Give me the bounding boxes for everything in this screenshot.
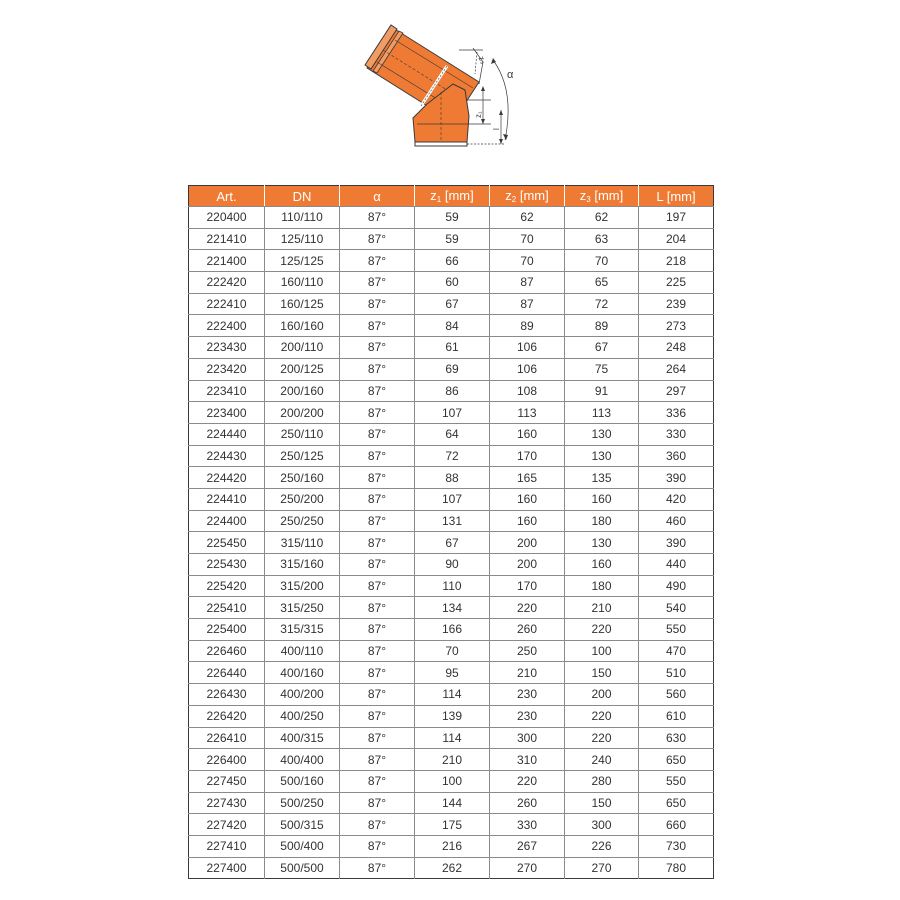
cell-dn: 250/200	[265, 488, 340, 510]
label-z1: z₁	[474, 111, 483, 118]
header-z2: $z_2$ [mm]	[490, 186, 565, 207]
cell-z2: 230	[490, 705, 565, 727]
table-row	[189, 207, 714, 229]
cell-art: 222420	[189, 272, 265, 294]
header-alpha: α	[340, 186, 415, 207]
cell-z1: 210	[415, 749, 490, 771]
cell-alpha: 87°	[340, 250, 415, 272]
cell-l: 197	[639, 207, 714, 229]
cell-dn: 400/250	[265, 705, 340, 727]
cell-art: 224410	[189, 488, 265, 510]
cell-art: 224420	[189, 467, 265, 489]
cell-z1: 144	[415, 792, 490, 814]
cell-art: 220400	[189, 207, 265, 229]
cell-z3: 91	[565, 380, 639, 402]
cell-z2: 260	[490, 619, 565, 641]
cell-alpha: 87°	[340, 554, 415, 576]
cell-l: 780	[639, 857, 714, 879]
cell-z2: 70	[490, 228, 565, 250]
cell-z3: 160	[565, 488, 639, 510]
header-art: Art.	[189, 186, 265, 207]
table-row	[189, 488, 714, 510]
cell-art: 223410	[189, 380, 265, 402]
cell-z3: 180	[565, 510, 639, 532]
cell-dn: 110/110	[265, 207, 340, 229]
cell-art: 221400	[189, 250, 265, 272]
cell-alpha: 87°	[340, 510, 415, 532]
cell-z3: 100	[565, 640, 639, 662]
cell-dn: 500/315	[265, 814, 340, 836]
cell-art: 227420	[189, 814, 265, 836]
cell-z3: 75	[565, 358, 639, 380]
table-row	[189, 423, 714, 445]
cell-z1: 110	[415, 575, 490, 597]
table-row	[189, 402, 714, 424]
pipe-fitting-diagram	[355, 20, 535, 155]
cell-z2: 200	[490, 554, 565, 576]
cell-alpha: 87°	[340, 315, 415, 337]
cell-z3: 180	[565, 575, 639, 597]
header-z3: $z_3$ [mm]	[565, 186, 639, 207]
cell-z2: 230	[490, 684, 565, 706]
header-l: L [mm]	[639, 186, 714, 207]
cell-z2: 87	[490, 293, 565, 315]
dimension-arrows	[481, 58, 508, 144]
table-row	[189, 835, 714, 857]
cell-z3: 220	[565, 619, 639, 641]
cell-z1: 175	[415, 814, 490, 836]
cell-alpha: 87°	[340, 380, 415, 402]
cell-z2: 106	[490, 358, 565, 380]
cell-z2: 210	[490, 662, 565, 684]
table-row	[189, 467, 714, 489]
cell-z3: 200	[565, 684, 639, 706]
table-row	[189, 293, 714, 315]
cell-l: 225	[639, 272, 714, 294]
table-row	[189, 337, 714, 359]
table-row	[189, 770, 714, 792]
table-row	[189, 857, 714, 879]
cell-alpha: 87°	[340, 272, 415, 294]
cell-art: 222400	[189, 315, 265, 337]
cell-z1: 60	[415, 272, 490, 294]
table-row	[189, 662, 714, 684]
cell-z2: 160	[490, 488, 565, 510]
cell-art: 225420	[189, 575, 265, 597]
cell-dn: 250/160	[265, 467, 340, 489]
cell-z2: 70	[490, 250, 565, 272]
cell-alpha: 87°	[340, 207, 415, 229]
cell-z3: 160	[565, 554, 639, 576]
cell-z1: 114	[415, 727, 490, 749]
cell-z1: 262	[415, 857, 490, 879]
cell-l: 297	[639, 380, 714, 402]
cell-alpha: 87°	[340, 488, 415, 510]
cell-l: 630	[639, 727, 714, 749]
cell-art: 223430	[189, 337, 265, 359]
cell-l: 550	[639, 619, 714, 641]
cell-l: 390	[639, 467, 714, 489]
table-row	[189, 272, 714, 294]
cell-alpha: 87°	[340, 684, 415, 706]
cell-z1: 69	[415, 358, 490, 380]
cell-z1: 88	[415, 467, 490, 489]
cell-dn: 200/125	[265, 358, 340, 380]
cell-art: 225450	[189, 532, 265, 554]
cell-z3: 220	[565, 727, 639, 749]
dimension-table	[188, 185, 714, 879]
cell-z3: 135	[565, 467, 639, 489]
cell-alpha: 87°	[340, 337, 415, 359]
cell-alpha: 87°	[340, 575, 415, 597]
cell-art: 227410	[189, 835, 265, 857]
cell-z1: 84	[415, 315, 490, 337]
table-row	[189, 228, 714, 250]
table-row	[189, 684, 714, 706]
cell-art: 224430	[189, 445, 265, 467]
cell-alpha: 87°	[340, 727, 415, 749]
fitting-drawing	[355, 20, 535, 155]
cell-z3: 130	[565, 423, 639, 445]
cell-alpha: 87°	[340, 705, 415, 727]
cell-dn: 200/160	[265, 380, 340, 402]
cell-dn: 400/110	[265, 640, 340, 662]
cell-z2: 113	[490, 402, 565, 424]
cell-l: 336	[639, 402, 714, 424]
cell-z1: 90	[415, 554, 490, 576]
cell-dn: 400/200	[265, 684, 340, 706]
cell-l: 273	[639, 315, 714, 337]
cell-l: 204	[639, 228, 714, 250]
cell-z1: 64	[415, 423, 490, 445]
cell-dn: 160/160	[265, 315, 340, 337]
cell-z2: 106	[490, 337, 565, 359]
cell-z2: 220	[490, 770, 565, 792]
table-header-row	[189, 186, 714, 207]
cell-art: 221410	[189, 228, 265, 250]
cell-dn: 400/400	[265, 749, 340, 771]
cell-alpha: 87°	[340, 857, 415, 879]
cell-l: 730	[639, 835, 714, 857]
cell-art: 223400	[189, 402, 265, 424]
label-alpha: α	[507, 69, 514, 81]
cell-l: 550	[639, 770, 714, 792]
cell-z1: 95	[415, 662, 490, 684]
cell-dn: 250/250	[265, 510, 340, 532]
table-row	[189, 445, 714, 467]
cell-l: 540	[639, 597, 714, 619]
table-row	[189, 250, 714, 272]
cell-alpha: 87°	[340, 749, 415, 771]
cell-art: 226420	[189, 705, 265, 727]
cell-l: 490	[639, 575, 714, 597]
cell-l: 218	[639, 250, 714, 272]
cell-z2: 250	[490, 640, 565, 662]
cell-alpha: 87°	[340, 228, 415, 250]
cell-l: 610	[639, 705, 714, 727]
cell-z1: 66	[415, 250, 490, 272]
cell-dn: 500/160	[265, 770, 340, 792]
cell-dn: 200/200	[265, 402, 340, 424]
cell-l: 470	[639, 640, 714, 662]
cell-z2: 267	[490, 835, 565, 857]
cell-z2: 200	[490, 532, 565, 554]
cell-z3: 240	[565, 749, 639, 771]
cell-alpha: 87°	[340, 532, 415, 554]
cell-dn: 400/315	[265, 727, 340, 749]
cell-l: 510	[639, 662, 714, 684]
cell-dn: 315/110	[265, 532, 340, 554]
cell-z2: 310	[490, 749, 565, 771]
cell-dn: 160/125	[265, 293, 340, 315]
cell-l: 239	[639, 293, 714, 315]
label-z3: z₃	[476, 54, 489, 66]
table-row	[189, 727, 714, 749]
cell-z2: 220	[490, 597, 565, 619]
cell-z1: 166	[415, 619, 490, 641]
cell-dn: 315/250	[265, 597, 340, 619]
cell-alpha: 87°	[340, 467, 415, 489]
cell-z3: 65	[565, 272, 639, 294]
cell-z1: 100	[415, 770, 490, 792]
cell-z3: 300	[565, 814, 639, 836]
cell-l: 650	[639, 792, 714, 814]
cell-z2: 260	[490, 792, 565, 814]
cell-z1: 86	[415, 380, 490, 402]
cell-art: 224440	[189, 423, 265, 445]
cell-l: 330	[639, 423, 714, 445]
cell-dn: 500/250	[265, 792, 340, 814]
cell-art: 227400	[206, 860, 247, 875]
table-row	[189, 705, 714, 727]
cell-dn: 125/110	[265, 228, 340, 250]
cell-z2: 165	[490, 467, 565, 489]
table-row	[189, 814, 714, 836]
cell-z1: 107	[415, 488, 490, 510]
cell-z1: 216	[415, 835, 490, 857]
cell-z3: 220	[565, 705, 639, 727]
cell-z3: 150	[565, 662, 639, 684]
cell-alpha: 87°	[340, 814, 415, 836]
table-row	[189, 640, 714, 662]
cell-l: 264	[639, 358, 714, 380]
table-row	[189, 575, 714, 597]
cell-z2: 108	[490, 380, 565, 402]
table-row	[189, 597, 714, 619]
cell-alpha: 87°	[340, 770, 415, 792]
cell-z2: 89	[490, 315, 565, 337]
cell-z3: 70	[565, 250, 639, 272]
cell-l: 460	[639, 510, 714, 532]
cell-z2: 160	[490, 510, 565, 532]
cell-z3: 63	[565, 228, 639, 250]
cell-z2: 270	[490, 857, 565, 879]
cell-z1: 70	[415, 640, 490, 662]
table-row	[189, 749, 714, 771]
cell-alpha: 87°	[340, 402, 415, 424]
cell-dn: 500/400	[265, 835, 340, 857]
cell-z3: 270	[565, 857, 639, 879]
cell-z1: 107	[415, 402, 490, 424]
header-dn: DN	[265, 186, 340, 207]
cell-dn: 160/110	[265, 272, 340, 294]
cell-dn: 200/110	[265, 337, 340, 359]
cell-z2: 62	[490, 207, 565, 229]
cell-z3: 130	[565, 445, 639, 467]
cell-alpha: 87°	[340, 293, 415, 315]
cell-z2: 300	[490, 727, 565, 749]
cell-z3: 150	[565, 792, 639, 814]
cell-z1: 134	[415, 597, 490, 619]
cell-z1: 72	[415, 445, 490, 467]
cell-z1: 139	[415, 705, 490, 727]
cell-z3: 210	[565, 597, 639, 619]
cell-z1: 67	[415, 293, 490, 315]
cell-z1: 114	[415, 684, 490, 706]
cell-z3: 113	[565, 402, 639, 424]
cell-art: 226440	[189, 662, 265, 684]
cell-z2: 87	[490, 272, 565, 294]
label-l: l	[492, 128, 501, 130]
cell-dn: 250/125	[265, 445, 340, 467]
cell-z2: 330	[490, 814, 565, 836]
table-row	[189, 619, 714, 641]
cell-z1: 59	[415, 207, 490, 229]
cell-l: 360	[639, 445, 714, 467]
cell-l: 420	[639, 488, 714, 510]
cell-art: 225400	[189, 619, 265, 641]
cell-art: 225430	[189, 554, 265, 576]
table-row	[189, 792, 714, 814]
cell-alpha: 87°	[340, 358, 415, 380]
table-body	[189, 207, 714, 879]
cell-alpha: 87°	[340, 597, 415, 619]
cell-art: 223420	[189, 358, 265, 380]
cell-dn: 315/160	[265, 554, 340, 576]
cell-z3: 280	[565, 770, 639, 792]
cell-z2: 160	[490, 423, 565, 445]
cell-art: 224400	[189, 510, 265, 532]
cell-dn: 315/315	[265, 619, 340, 641]
cell-alpha: 87°	[340, 662, 415, 684]
cell-alpha: 87°	[340, 445, 415, 467]
cell-l: 440	[639, 554, 714, 576]
cell-z3: 67	[565, 337, 639, 359]
cell-l: 660	[639, 814, 714, 836]
cell-art: 226410	[189, 727, 265, 749]
cell-art: 226430	[189, 684, 265, 706]
cell-dn: 125/125	[265, 250, 340, 272]
cell-z1: 61	[415, 337, 490, 359]
cell-z3: 62	[565, 207, 639, 229]
cell-l: 650	[639, 749, 714, 771]
cell-z2: 170	[490, 445, 565, 467]
cell-art: 226460	[189, 640, 265, 662]
table-row	[189, 532, 714, 554]
cell-art: 226400	[189, 749, 265, 771]
cell-z3: 72	[565, 293, 639, 315]
header-z1: $z_1$ [mm]	[415, 186, 490, 207]
table-row	[189, 380, 714, 402]
cell-z3: 130	[565, 532, 639, 554]
cell-l: 560	[639, 684, 714, 706]
table-row	[189, 510, 714, 532]
cell-alpha: 87°	[340, 619, 415, 641]
cell-l: 248	[639, 337, 714, 359]
table-row	[189, 358, 714, 380]
cell-alpha: 87°	[340, 423, 415, 445]
cell-z3: 89	[565, 315, 639, 337]
table-row	[189, 554, 714, 576]
cell-dn: 315/200	[265, 575, 340, 597]
cell-dn: 250/110	[265, 423, 340, 445]
cell-dn: 400/160	[265, 662, 340, 684]
cell-z1: 131	[415, 510, 490, 532]
cell-l: 390	[639, 532, 714, 554]
cell-alpha: 87°	[340, 835, 415, 857]
cell-alpha: 87°	[340, 792, 415, 814]
cell-alpha: 87°	[340, 640, 415, 662]
cell-z1: 67	[415, 532, 490, 554]
cell-art: 227430	[189, 792, 265, 814]
cell-dn: 500/500	[265, 857, 340, 879]
cell-z3: 226	[565, 835, 639, 857]
cell-art: 225410	[189, 597, 265, 619]
cell-z1: 59	[415, 228, 490, 250]
cell-art: 227450	[189, 770, 265, 792]
table-row	[189, 315, 714, 337]
cell-art: 222410	[189, 293, 265, 315]
cell-z2: 170	[490, 575, 565, 597]
